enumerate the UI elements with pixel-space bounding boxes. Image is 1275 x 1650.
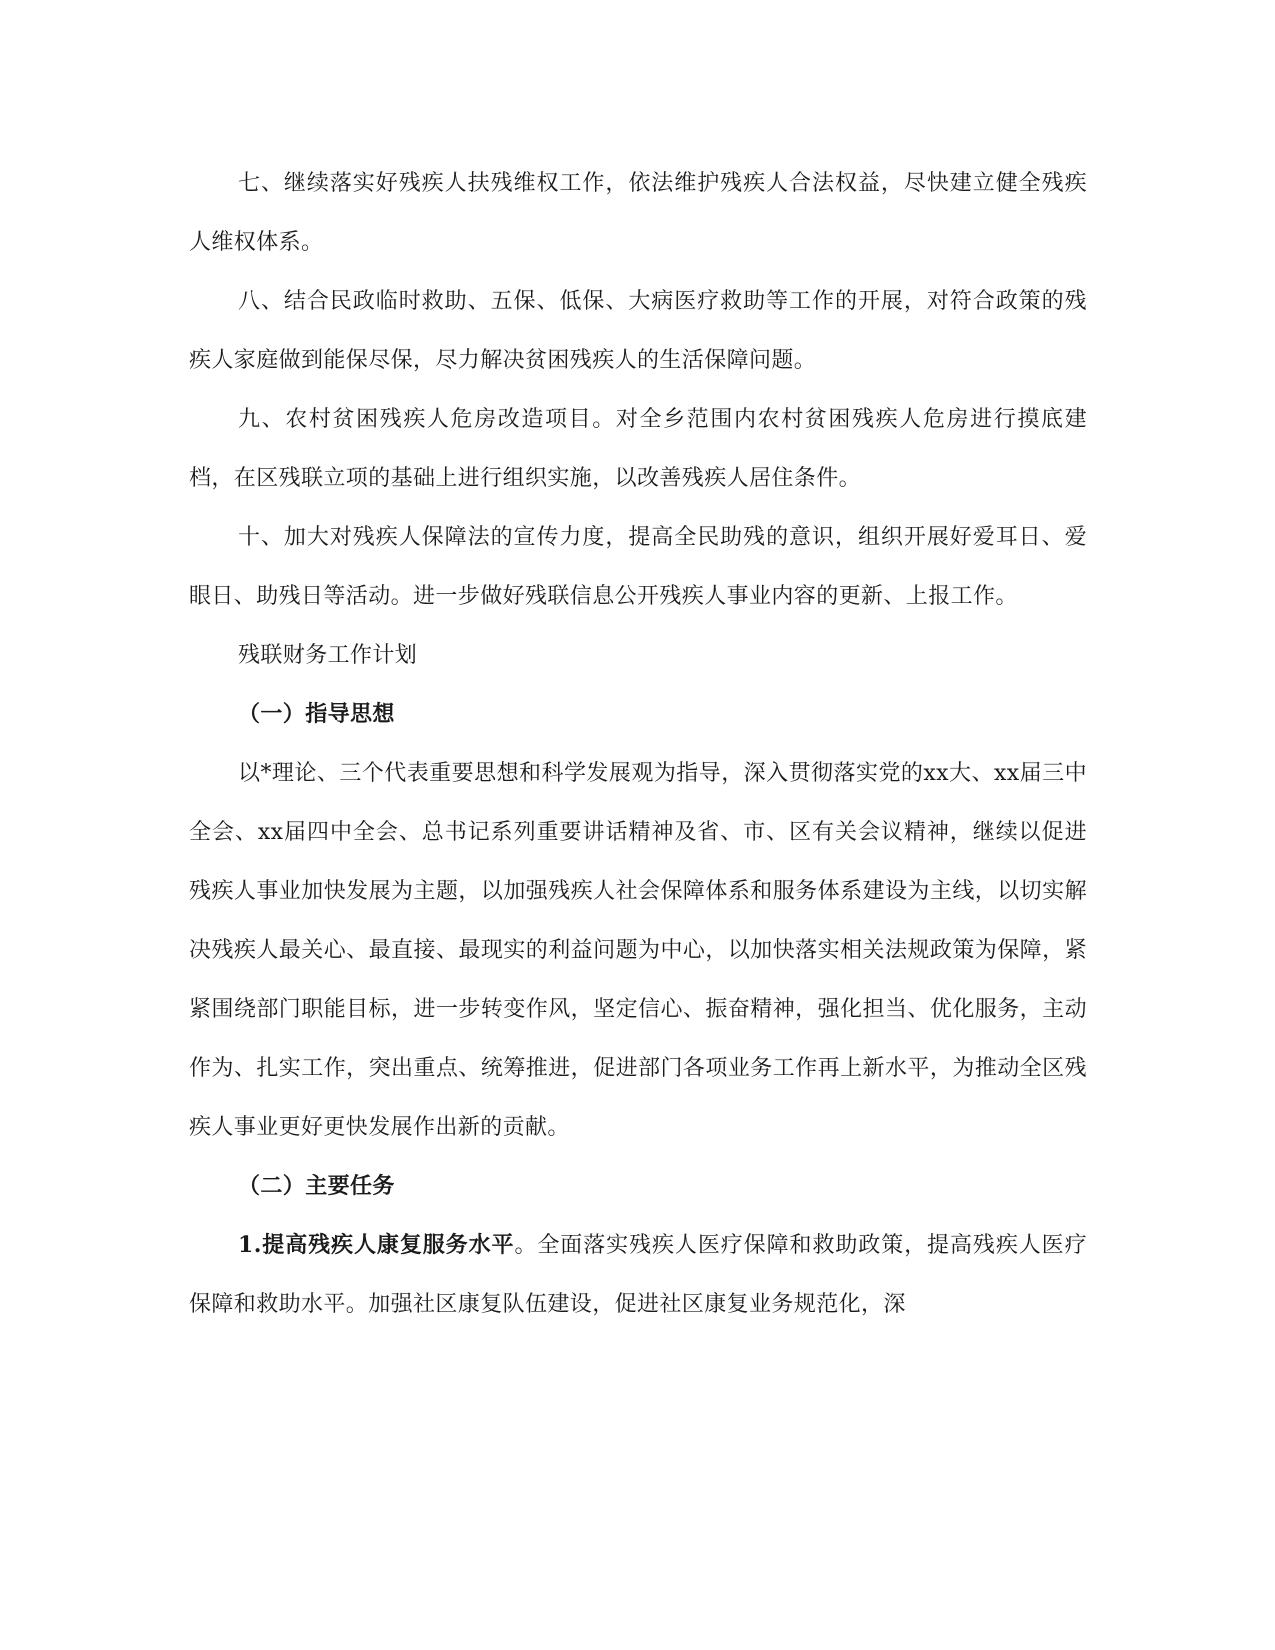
paragraph-item-8: 八、结合民政临时救助、五保、低保、大病医疗救助等工作的开展，对符合政策的残疾人家庭做到能保尽保，尽力解决贫困残疾人的生活保障问题。: [189, 289, 1087, 373]
guiding-thought-paragraph: 以*理论、三个代表重要思想和科学发展观为指导，深入贯彻落实党的xx大、xx届三中全会、xx届四中全会、总书记系列重要讲话精神及省、市、区有关会议精神，继续以促进残疾人事业加快发展为主题，以加强残疾人社会保障体系和服务体系建设为主线，以切实解决残疾人最关心、最直接、最现实的利益问题为中心，以加快落实相关法规政策为保障，紧紧围绕部门职能目标，进一步转变作风，坚定信心、振奋精神，强化担当、优化服务，主动作为、扎实工作，突出重点、统筹推进，促进部门各项业务工作再上新水平，为推动全区残疾人事业更好更快发展作出新的贡献。: [189, 761, 1087, 1140]
document-body: [189, 154, 1087, 1334]
plan-title: 残联财务工作计划: [238, 643, 418, 668]
section-heading-guiding-thought: （一）指导思想: [238, 701, 395, 727]
task-1-paragraph: [189, 1216, 1087, 1334]
section-heading-main-tasks: （二）主要任务: [238, 1173, 395, 1199]
paragraph-item-9: 九、农村贫困残疾人危房改造项目。对全乡范围内农村贫困残疾人危房进行摸底建档，在区残联立项的基础上进行组织实施，以改善残疾人居住条件。: [189, 407, 1087, 491]
task-1-body: 。全面落实残疾人医疗保障和救助政策，提高残疾人医疗保障和救助水平。加强社区康复队伍建设，促进社区康复业务规范化，深: [189, 1233, 1087, 1317]
task-1-lead: 1.提高残疾人康复服务水平: [238, 1232, 515, 1258]
paragraph-item-7: 七、继续落实好残疾人扶残维权工作，依法维护残疾人合法权益，尽快建立健全残疾人维权体系。: [189, 171, 1087, 255]
paragraph-item-10: 十、加大对残疾人保障法的宣传力度，提高全民助残的意识，组织开展好爱耳日、爱眼日、助残日等活动。进一步做好残联信息公开残疾人事业内容的更新、上报工作。: [189, 525, 1087, 609]
